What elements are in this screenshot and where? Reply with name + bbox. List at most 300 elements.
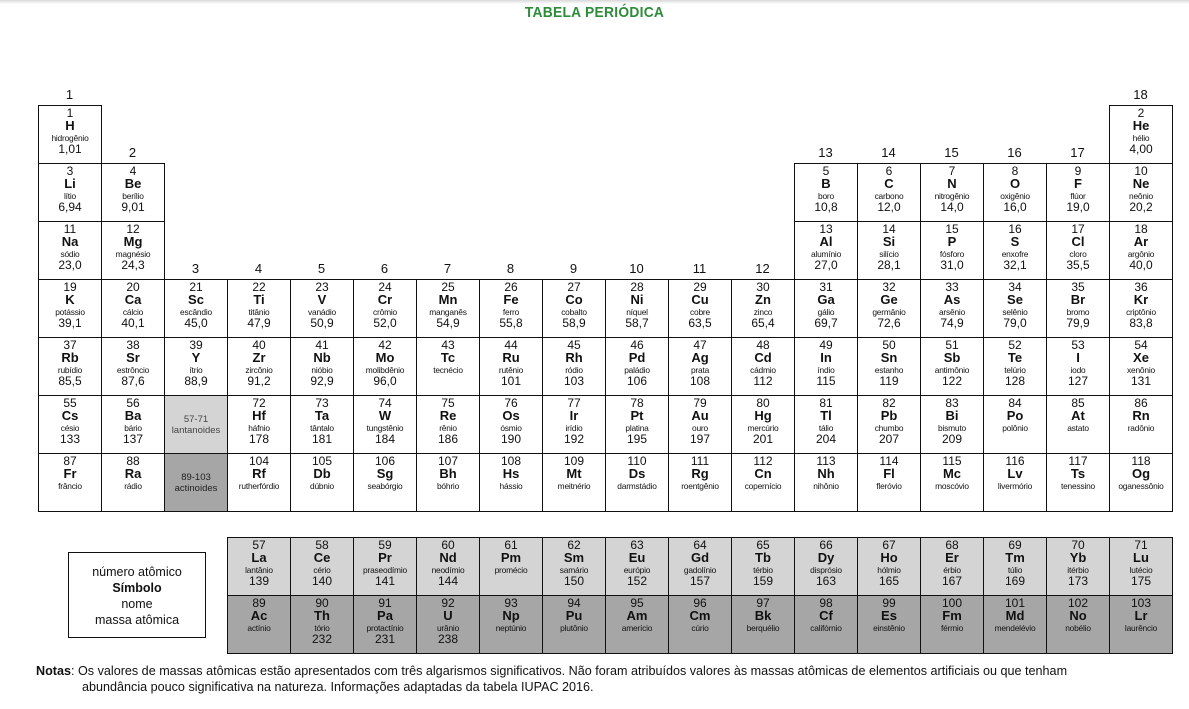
element-symbol: Mo xyxy=(375,350,395,365)
element-symbol: Se xyxy=(1007,292,1023,307)
element-name: cádmio xyxy=(750,365,776,375)
atomic-number: 84 xyxy=(1008,396,1022,410)
element-cell-pm xyxy=(479,537,543,596)
element-name: nobélio xyxy=(1065,623,1091,633)
atomic-mass: 197 xyxy=(689,432,711,446)
element-symbol: Bi xyxy=(945,408,959,423)
element-cell-in xyxy=(794,337,858,396)
element-name: berquélio xyxy=(746,623,780,633)
element-name: érbio xyxy=(943,565,961,575)
element-symbol: Po xyxy=(1006,408,1024,423)
element-cell-sg xyxy=(353,453,417,512)
group-label-18: 18 xyxy=(1133,87,1148,102)
element-symbol: Th xyxy=(314,608,330,623)
element-cell-ba xyxy=(101,395,165,454)
element-name: einstênio xyxy=(873,623,905,633)
element-cell-ts xyxy=(1046,453,1110,512)
atomic-mass: 157 xyxy=(689,574,711,588)
element-cell-c xyxy=(857,163,921,222)
element-name: escândio xyxy=(180,307,212,317)
atomic-mass: 19,0 xyxy=(1066,200,1090,214)
group-label-10: 10 xyxy=(629,261,644,276)
atomic-mass: 128 xyxy=(1004,374,1026,388)
element-symbol: Es xyxy=(881,608,897,623)
element-name: nitrogênio xyxy=(934,191,970,201)
group-label-3: 3 xyxy=(191,261,200,276)
atomic-number: 17 xyxy=(1071,222,1085,236)
element-cell-f xyxy=(1046,163,1110,222)
element-cell-ca xyxy=(101,279,165,338)
element-symbol: Eu xyxy=(628,550,646,565)
element-symbol: Tb xyxy=(755,550,771,565)
element-name: tecnécio xyxy=(433,365,463,375)
element-symbol: Cl xyxy=(1071,234,1085,249)
element-cell-mc xyxy=(920,453,984,512)
element-name: térbio xyxy=(753,565,773,575)
atomic-number: 56 xyxy=(126,396,140,410)
element-name: chumbo xyxy=(874,423,904,433)
element-cell-cm xyxy=(668,595,732,654)
atomic-mass: 201 xyxy=(752,432,774,446)
atomic-number: 78 xyxy=(630,396,644,410)
atomic-number: 98 xyxy=(819,596,833,610)
atomic-number: 86 xyxy=(1134,396,1148,410)
atomic-mass: 141 xyxy=(374,574,396,588)
element-symbol: Fr xyxy=(63,466,77,481)
element-name: seabórgio xyxy=(367,481,403,491)
atomic-mass: 190 xyxy=(500,432,522,446)
atomic-mass: 40,1 xyxy=(121,316,145,330)
atomic-mass: 92,9 xyxy=(310,374,334,388)
atomic-mass: 23,0 xyxy=(58,258,82,272)
atomic-number: 42 xyxy=(378,338,392,352)
element-name: boro xyxy=(818,191,834,201)
atomic-mass: 40,0 xyxy=(1129,258,1153,272)
element-name: tântalo xyxy=(310,423,334,433)
element-cell-rb xyxy=(38,337,102,396)
page-title: TABELA PERIÓDICA xyxy=(524,4,665,21)
atomic-number: 19 xyxy=(63,280,77,294)
element-symbol: Og xyxy=(1131,466,1151,481)
atomic-mass: 79,0 xyxy=(1003,316,1027,330)
element-cell-og xyxy=(1109,453,1173,512)
group-label-12: 12 xyxy=(755,261,770,276)
element-symbol: Cu xyxy=(691,292,709,307)
element-name: índio xyxy=(817,365,835,375)
element-name: európio xyxy=(623,565,651,575)
element-symbol: K xyxy=(65,292,75,307)
atomic-mass: 163 xyxy=(815,574,837,588)
element-name: estanho xyxy=(874,365,904,375)
element-name: dúbnio xyxy=(310,481,334,491)
element-symbol: Nd xyxy=(439,550,457,565)
element-symbol: Ra xyxy=(124,466,142,481)
element-symbol: Pr xyxy=(378,550,392,565)
element-cell-rn xyxy=(1109,395,1173,454)
element-name: carbono xyxy=(874,191,904,201)
element-cell-bh xyxy=(416,453,480,512)
series-range: 89-103 xyxy=(181,471,211,483)
element-name: titânio xyxy=(248,307,270,317)
atomic-mass: 106 xyxy=(626,374,648,388)
atomic-mass: 184 xyxy=(374,432,396,446)
atomic-number: 36 xyxy=(1134,280,1148,294)
element-name: moscóvio xyxy=(935,481,969,491)
element-symbol: Tm xyxy=(1005,550,1025,565)
group-label-4: 4 xyxy=(254,261,263,276)
atomic-number: 94 xyxy=(567,596,581,610)
element-cell-la xyxy=(227,537,291,596)
element-cell-ir xyxy=(542,395,606,454)
element-cell-es xyxy=(857,595,921,654)
atomic-number: 102 xyxy=(1067,596,1089,610)
element-name: copernício xyxy=(744,481,782,491)
atomic-number: 64 xyxy=(693,538,707,552)
atomic-number: 60 xyxy=(441,538,455,552)
atomic-number: 3 xyxy=(66,164,74,178)
atomic-mass: 173 xyxy=(1067,574,1089,588)
element-name: prata xyxy=(690,365,710,375)
element-cell-kr xyxy=(1109,279,1173,338)
atomic-number: 8 xyxy=(1011,164,1019,178)
atomic-mass: 52,0 xyxy=(373,316,397,330)
atomic-number: 110 xyxy=(627,454,647,468)
element-name: cálcio xyxy=(122,307,144,317)
legend-box xyxy=(68,552,206,638)
series-range: 57-71 xyxy=(183,413,209,425)
element-cell-dy xyxy=(794,537,858,596)
element-symbol: At xyxy=(1071,408,1085,423)
element-cell-fr xyxy=(38,453,102,512)
element-symbol: Sn xyxy=(880,350,898,365)
element-cell-pb xyxy=(857,395,921,454)
element-name: mendelévio xyxy=(994,623,1036,633)
legend-atomic-mass: massa atômica xyxy=(94,613,180,627)
atomic-number: 68 xyxy=(945,538,959,552)
group-label-9: 9 xyxy=(569,261,578,276)
atomic-number: 30 xyxy=(756,280,770,294)
atomic-number: 79 xyxy=(693,396,707,410)
element-name: tório xyxy=(314,623,330,633)
element-symbol: Cd xyxy=(754,350,772,365)
element-name: astato xyxy=(1067,423,1089,433)
atomic-mass: 137 xyxy=(122,432,144,446)
atomic-number: 109 xyxy=(563,454,585,468)
atomic-number: 108 xyxy=(500,454,522,468)
element-name: níquel xyxy=(626,307,648,317)
atomic-number: 82 xyxy=(882,396,896,410)
element-cell-as xyxy=(920,279,984,338)
element-cell-fe xyxy=(479,279,543,338)
element-cell-fm xyxy=(920,595,984,654)
element-cell-re xyxy=(416,395,480,454)
element-symbol: B xyxy=(821,176,831,191)
element-symbol: Cr xyxy=(377,292,393,307)
atomic-number: 114 xyxy=(879,454,899,468)
atomic-number: 65 xyxy=(756,538,770,552)
atomic-mass: 10,8 xyxy=(814,200,838,214)
group-label-1: 1 xyxy=(65,87,74,102)
element-name: rutherfórdio xyxy=(238,481,280,491)
element-name: lítio xyxy=(63,191,77,201)
element-symbol: Sg xyxy=(376,466,394,481)
element-symbol: La xyxy=(251,550,267,565)
element-cell-np xyxy=(479,595,543,654)
element-cell-y xyxy=(164,337,228,396)
group-label-15: 15 xyxy=(944,145,959,160)
group-label-2: 2 xyxy=(128,145,137,160)
element-name: molibdênio xyxy=(365,365,405,375)
element-cell-lu xyxy=(1109,537,1173,596)
element-cell-rf xyxy=(227,453,291,512)
legend-name: nome xyxy=(121,597,153,611)
atomic-mass: 91,2 xyxy=(247,374,271,388)
atomic-number: 5 xyxy=(822,164,830,178)
element-cell-ce xyxy=(290,537,354,596)
element-symbol: Cm xyxy=(689,608,711,623)
atomic-number: 66 xyxy=(819,538,833,552)
atomic-number: 93 xyxy=(504,596,518,610)
element-cell-hf xyxy=(227,395,291,454)
atomic-number: 33 xyxy=(945,280,959,294)
element-symbol: Zn xyxy=(755,292,771,307)
atomic-number: 22 xyxy=(252,280,266,294)
element-name: lutécio xyxy=(1129,565,1153,575)
element-name: zinco xyxy=(753,307,773,317)
element-cell-cn xyxy=(731,453,795,512)
element-symbol: Tl xyxy=(820,408,832,423)
atomic-mass: 79,9 xyxy=(1066,316,1090,330)
element-cell-th xyxy=(290,595,354,654)
atomic-number: 41 xyxy=(315,338,329,352)
atomic-number: 51 xyxy=(945,338,959,352)
group-label-14: 14 xyxy=(881,145,896,160)
element-symbol: S xyxy=(1010,234,1020,249)
element-cell-v xyxy=(290,279,354,338)
element-symbol: Ti xyxy=(253,292,265,307)
element-name: flúor xyxy=(1070,191,1086,201)
atomic-mass: 112 xyxy=(753,374,773,388)
atomic-mass: 50,9 xyxy=(310,316,334,330)
atomic-mass: 4,00 xyxy=(1129,142,1153,156)
element-symbol: V xyxy=(317,292,327,307)
element-name: califórnio xyxy=(810,623,842,633)
element-symbol: Fe xyxy=(503,292,519,307)
element-name: urânio xyxy=(436,623,460,633)
atomic-number: 89 xyxy=(252,596,266,610)
element-name: hidrogênio xyxy=(51,133,89,143)
atomic-mass: 20,2 xyxy=(1129,200,1153,214)
atomic-number: 72 xyxy=(252,396,266,410)
element-symbol: Co xyxy=(565,292,583,307)
element-cell-he xyxy=(1109,105,1173,164)
atomic-mass: 9,01 xyxy=(121,200,145,214)
element-cell-yb xyxy=(1046,537,1110,596)
element-symbol: Fl xyxy=(883,466,895,481)
element-symbol: Zr xyxy=(252,350,266,365)
series-placeholder-lantanoides xyxy=(164,395,228,454)
element-cell-rh xyxy=(542,337,606,396)
group-label-13: 13 xyxy=(818,145,833,160)
element-symbol: Au xyxy=(691,408,709,423)
element-name: frâncio xyxy=(58,481,82,491)
atomic-mass: 103 xyxy=(563,374,585,388)
atomic-mass: 204 xyxy=(815,432,837,446)
atomic-mass: 69,7 xyxy=(814,316,838,330)
element-cell-se xyxy=(983,279,1047,338)
element-cell-sm xyxy=(542,537,606,596)
legend-symbol: Símbolo xyxy=(112,581,162,595)
element-symbol: Db xyxy=(313,466,331,481)
atomic-number: 99 xyxy=(882,596,896,610)
element-cell-ti xyxy=(227,279,291,338)
atomic-number: 46 xyxy=(630,338,644,352)
atomic-number: 14 xyxy=(882,222,896,236)
element-name: manganês xyxy=(429,307,467,317)
element-symbol: Mn xyxy=(438,292,458,307)
element-cell-ra xyxy=(101,453,165,512)
element-symbol: Li xyxy=(64,176,76,191)
atomic-number: 106 xyxy=(374,454,396,468)
element-symbol: Cn xyxy=(754,466,772,481)
atomic-number: 47 xyxy=(693,338,707,352)
element-cell-au xyxy=(668,395,732,454)
element-name: gálio xyxy=(817,307,835,317)
element-name: praseodímio xyxy=(363,565,407,575)
element-name: mercúrio xyxy=(747,423,779,433)
element-symbol: C xyxy=(884,176,894,191)
element-symbol: Er xyxy=(945,550,959,565)
element-cell-s xyxy=(983,221,1047,280)
element-name: sódio xyxy=(60,249,80,259)
atomic-mass: 96,0 xyxy=(373,374,397,388)
element-symbol: Mt xyxy=(566,466,582,481)
atomic-number: 9 xyxy=(1074,164,1082,178)
notes xyxy=(36,664,1176,695)
element-cell-ru xyxy=(479,337,543,396)
element-symbol: In xyxy=(820,350,832,365)
atomic-mass: 133 xyxy=(59,432,81,446)
atomic-number: 100 xyxy=(941,596,963,610)
element-name: enxofre xyxy=(1001,249,1029,259)
element-symbol: Ag xyxy=(691,350,709,365)
element-name: radônio xyxy=(1127,423,1155,433)
group-label-6: 6 xyxy=(380,261,389,276)
atomic-number: 67 xyxy=(882,538,896,552)
element-cell-bk xyxy=(731,595,795,654)
atomic-number: 59 xyxy=(378,538,392,552)
element-symbol: P xyxy=(947,234,957,249)
element-symbol: Tc xyxy=(440,350,456,365)
element-name: fleróvio xyxy=(876,481,902,491)
element-cell-co xyxy=(542,279,606,338)
atomic-number: 1 xyxy=(66,106,74,120)
element-name: selênio xyxy=(1002,307,1028,317)
element-name: samário xyxy=(559,565,589,575)
series-placeholder-actinoides xyxy=(164,453,228,512)
atomic-mass: 31,0 xyxy=(940,258,964,272)
element-symbol: Ru xyxy=(502,350,520,365)
atomic-number: 11 xyxy=(63,222,77,236)
element-symbol: Br xyxy=(1070,292,1086,307)
element-name: oxigênio xyxy=(1000,191,1030,201)
element-name: lantânio xyxy=(245,565,273,575)
element-cell-po xyxy=(983,395,1047,454)
atomic-number: 32 xyxy=(882,280,896,294)
element-symbol: Pu xyxy=(565,608,583,623)
element-cell-fl xyxy=(857,453,921,512)
atomic-mass: 181 xyxy=(311,432,333,446)
atomic-number: 7 xyxy=(948,164,956,178)
element-name: iodo xyxy=(1070,365,1086,375)
element-cell-si xyxy=(857,221,921,280)
element-name: neodímio xyxy=(431,565,465,575)
element-symbol: He xyxy=(1132,118,1150,133)
element-symbol: Ne xyxy=(1132,176,1150,191)
element-cell-no xyxy=(1046,595,1110,654)
element-cell-ta xyxy=(290,395,354,454)
element-name: meitnério xyxy=(557,481,591,491)
atomic-number: 118 xyxy=(1131,454,1151,468)
element-symbol: Os xyxy=(502,408,520,423)
atomic-mass: 32,1 xyxy=(1003,258,1027,272)
element-name: cloro xyxy=(1069,249,1087,259)
atomic-mass: 27,0 xyxy=(814,258,838,272)
element-symbol: Nh xyxy=(817,466,835,481)
element-cell-zr xyxy=(227,337,291,396)
element-name: tungstênio xyxy=(366,423,404,433)
atomic-mass: 6,94 xyxy=(58,200,82,214)
element-name: tálio xyxy=(818,423,834,433)
element-cell-u xyxy=(416,595,480,654)
atomic-number: 83 xyxy=(945,396,959,410)
element-symbol: Te xyxy=(1007,350,1023,365)
element-cell-tl xyxy=(794,395,858,454)
atomic-number: 80 xyxy=(756,396,770,410)
element-symbol: Cs xyxy=(61,408,79,423)
atomic-number: 54 xyxy=(1134,338,1148,352)
atomic-mass: 16,0 xyxy=(1003,200,1027,214)
element-name: rubídio xyxy=(57,365,83,375)
atomic-number: 39 xyxy=(189,338,203,352)
element-name: rênio xyxy=(439,423,457,433)
atomic-mass: 87,6 xyxy=(121,374,145,388)
element-cell-pd xyxy=(605,337,669,396)
element-name: ósmio xyxy=(500,423,522,433)
element-name: bromo xyxy=(1066,307,1090,317)
atomic-number: 40 xyxy=(252,338,266,352)
element-name: argônio xyxy=(1127,249,1155,259)
atomic-number: 6 xyxy=(885,164,893,178)
element-cell-bi xyxy=(920,395,984,454)
element-cell-ni xyxy=(605,279,669,338)
element-cell-ne xyxy=(1109,163,1173,222)
atomic-number: 52 xyxy=(1008,338,1022,352)
element-name: gadolínio xyxy=(683,565,717,575)
element-name: ferro xyxy=(502,307,520,317)
element-symbol: Re xyxy=(439,408,457,423)
atomic-mass: 45,0 xyxy=(184,316,208,330)
element-cell-md xyxy=(983,595,1047,654)
atomic-number: 31 xyxy=(819,280,833,294)
element-cell-na xyxy=(38,221,102,280)
element-cell-k xyxy=(38,279,102,338)
element-cell-os xyxy=(479,395,543,454)
atomic-mass: 127 xyxy=(1067,374,1089,388)
atomic-number: 74 xyxy=(378,396,392,410)
element-name: nihônio xyxy=(813,481,839,491)
element-symbol: Ba xyxy=(124,408,142,423)
